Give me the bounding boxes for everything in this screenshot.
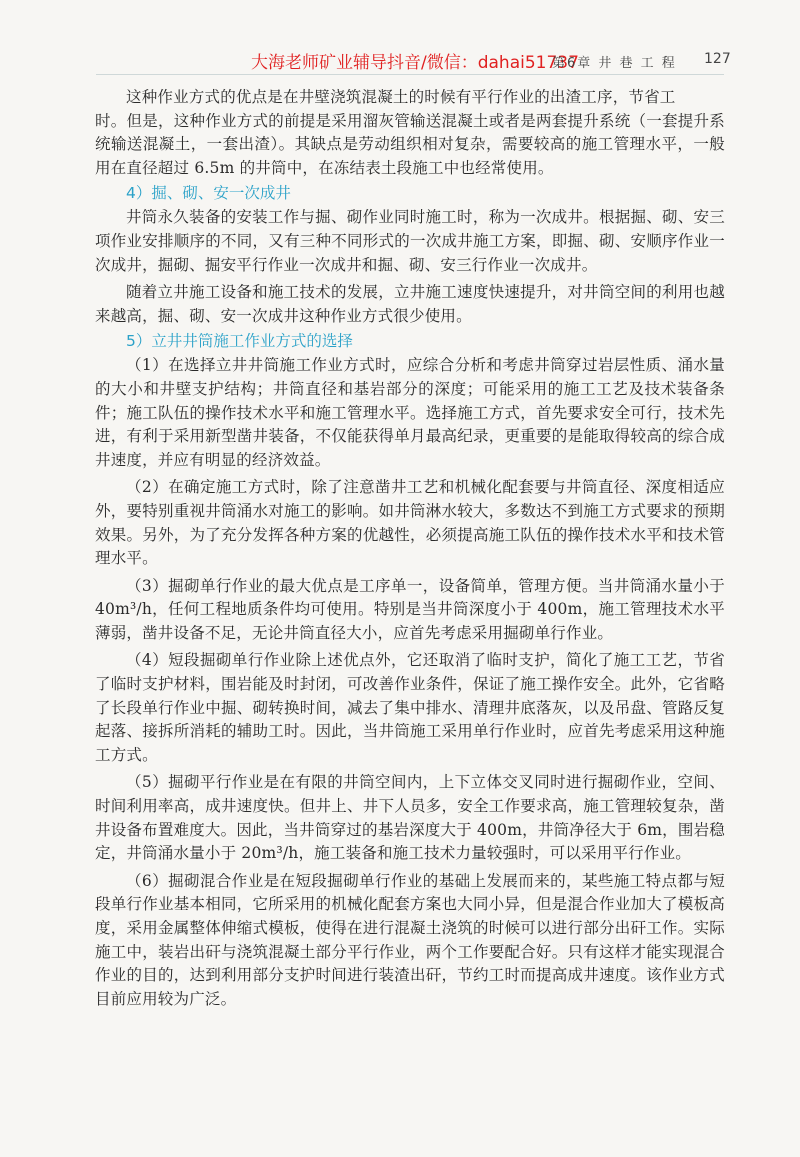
section-4-heading: 4）掘、砌、安一次成井 xyxy=(126,184,291,203)
section-5-item-6: （6）掘砌混合作业是在短段掘砌单行作业的基础上发展而来的，某些施工特点都与短段单行作业基本相同，它所采用的机械化配套方案也大同小异，但是混合作业加大了模板高度，采用金属整体伸缩式模板，使得在进行混凝土浇筑的时候可以进行部分出矸工作。实际施工中，装岩出矸与浇筑混凝土部分平行作业，两个工作要配合好。只有这样才能实现混合作业的目的，达到利用部分支护时间进行装渣出矸，节约工时而提高成井速度。该作业方式目前应用较为广泛。 xyxy=(95,871,725,1008)
chapter-title: 第6章 井 巷 工 程 xyxy=(552,56,677,71)
section-5-item-5: （5）掘砌平行作业是在有限的井筒空间内，上下立体交叉同时进行掘砌作业，空间、时间利用率高，成井速度快。但井上、井下人员多，安全工作要求高，施工管理较复杂，凿井设备布置难度大。因此，当井筒穿过的基岩深度大于 400m，井筒净径大于 6m，围岩稳定，井筒涌水量小于 20m³/h，施工装备和施工技术力量较强时，可以采用平行作业。 xyxy=(95,773,725,863)
section-5-heading: 5）立井井筒施工作业方式的选择 xyxy=(126,332,353,351)
section-5-item-2: （2）在确定施工方式时，除了注意凿井工艺和机械化配套要与井筒直径、深度相适应外，要特别重视井筒涌水对施工的影响。如井筒淋水较大，多数达不到施工方式要求的预期效果。另外，为了充分发挥各种方案的优越性，必须提高施工队伍的操作技术水平和技术管理水平。 xyxy=(95,478,725,568)
section-4-paragraph-2: 随着立井施工设备和施工技术的发展，立井施工速度快速提升，对井筒空间的利用也越来越高，掘、砌、安一次成井这种作业方式很少使用。 xyxy=(95,283,725,325)
watermark: 大海老师矿业辅导抖音/微信：dahai51737 xyxy=(251,53,579,73)
intro-first-line: 这种作业方式的优点是在井壁浇筑混凝土的时候有平行作业的出渣工序，节省工 xyxy=(126,88,676,106)
section-5-item-1: （1）在选择立井井筒施工作业方式时，应综合分析和考虑井筒穿过岩层性质、涌水量的大小和井壁支护结构；井筒直径和基岩部分的深度；可能采用的施工工艺及技术装备条件；施工队伍的操作技术水平和施工管理水平。选择施工方式，首先要求安全可行，技术先进，有利于采用新型凿井装备，不仅能获得单月最高纪录，更重要的是能取得较高的综合成井速度，并应有明显的经济效益。 xyxy=(95,356,725,469)
page-body xyxy=(95,86,725,1011)
header-rule xyxy=(96,74,724,75)
page-number: 127 xyxy=(704,51,731,67)
section-5-item-3: （3）掘砌单行作业的最大优点是工序单一，设备简单，管理方便。当井筒涌水量小于 40m³/h，任何工程地质条件均可使用。特别是当井筒深度小于 400m，施工管理技术水平薄弱，凿井设备不足，无论井筒直径大小，应首先考虑采用掘砌单行作业。 xyxy=(95,576,725,642)
intro-paragraph: 时。但是，这种作业方式的前提是采用溜灰管输送混凝土或者是两套提升系统（一套提升系统输送混凝土，一套出渣）。其缺点是劳动组织相对复杂，需要较高的施工管理水平，一般用在直径超过 6.5m 的井筒中，在冻结表土段施工中也经常使用。 xyxy=(95,111,725,177)
section-4-paragraph-1: 井筒永久装备的安装工作与掘、砌作业同时施工时，称为一次成井。根据掘、砌、安三项作业安排顺序的不同，又有三种不同形式的一次成井施工方案，即掘、砌、安顺序作业一次成井，掘砌、掘安平行作业一次成井和掘、砌、安三行作业一次成井。 xyxy=(95,208,725,274)
page-header xyxy=(0,46,800,76)
section-5-item-4: （4）短段掘砌单行作业除上述优点外，它还取消了临时支护，简化了施工工艺，节省了临时支护材料，围岩能及时封闭，可改善作业条件，保证了施工操作安全。此外，它省略了长段单行作业中掘、砌转换时间，减去了集中排水、清理井底落灰，以及吊盘、管路反复起落、接拆所消耗的辅助工时。因此，当井筒施工采用单行作业时，应首先考虑采用这种施工方式。 xyxy=(95,651,725,764)
